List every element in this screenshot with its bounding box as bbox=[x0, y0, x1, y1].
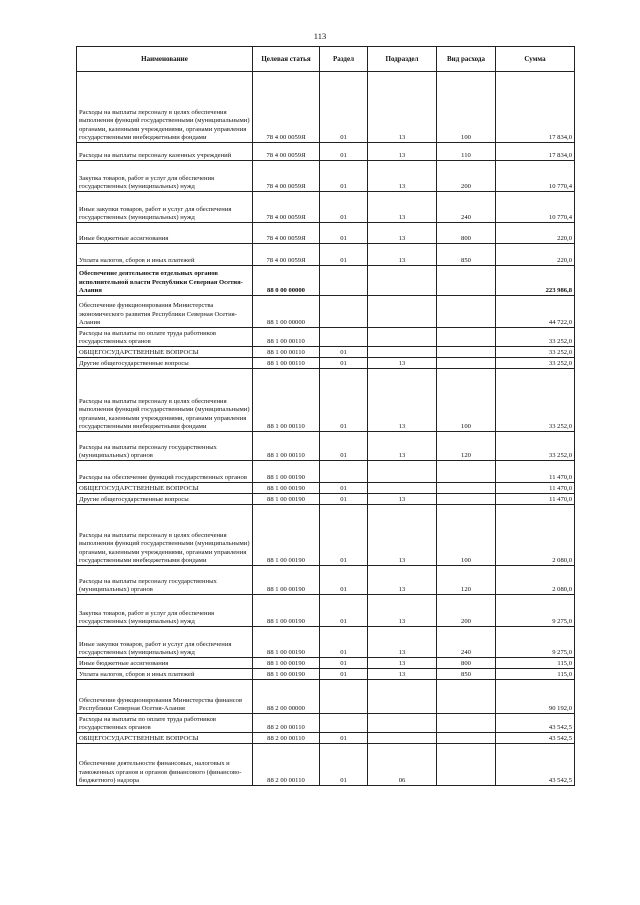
row-name-cell: Расходы на выплаты по оплате труда работников государственных органов bbox=[77, 714, 253, 733]
row-code-cell: 78 4 00 0059Я bbox=[253, 223, 320, 244]
row-section-cell: 01 bbox=[320, 369, 368, 432]
table-row bbox=[77, 461, 575, 483]
table-row bbox=[77, 494, 575, 505]
column-header-name: Наименование bbox=[77, 47, 253, 72]
row-sum-cell: 90 192,0 bbox=[496, 680, 575, 714]
row-expense-cell bbox=[437, 266, 496, 296]
row-name-cell: Расходы на выплаты персоналу государственных (муниципальных) органов bbox=[77, 432, 253, 461]
row-subsection-cell: 13 bbox=[368, 72, 437, 143]
table-row bbox=[77, 627, 575, 658]
row-sum-cell: 33 252,0 bbox=[496, 432, 575, 461]
table-row bbox=[77, 595, 575, 627]
column-header-code: Целевая статья bbox=[253, 47, 320, 72]
table-row bbox=[77, 143, 575, 161]
row-expense-cell bbox=[437, 461, 496, 483]
row-sum-cell: 11 470,0 bbox=[496, 494, 575, 505]
table-row bbox=[77, 223, 575, 244]
row-section-cell: 01 bbox=[320, 494, 368, 505]
row-subsection-cell bbox=[368, 296, 437, 328]
row-name-cell: Обеспечение функционирования Министерства экономического развития Республики Северная Осетия-Алания bbox=[77, 296, 253, 328]
table-row bbox=[77, 658, 575, 669]
row-expense-cell: 800 bbox=[437, 658, 496, 669]
row-code-cell: 88 1 00 00190 bbox=[253, 505, 320, 566]
row-sum-cell: 33 252,0 bbox=[496, 358, 575, 369]
row-subsection-cell: 13 bbox=[368, 244, 437, 266]
row-name-cell: Обеспечение деятельности финансовых, налоговых и таможенных органов и органов финансового (финансово-бюджетного) надзора bbox=[77, 744, 253, 786]
row-name-cell: ОБЩЕГОСУДАРСТВЕННЫЕ ВОПРОСЫ bbox=[77, 733, 253, 744]
row-sum-cell: 43 542,5 bbox=[496, 714, 575, 733]
row-code-cell: 88 1 00 00190 bbox=[253, 483, 320, 494]
row-code-cell: 88 1 00 00190 bbox=[253, 595, 320, 627]
row-subsection-cell: 13 bbox=[368, 358, 437, 369]
row-expense-cell: 100 bbox=[437, 369, 496, 432]
row-code-cell: 88 1 00 00110 bbox=[253, 347, 320, 358]
row-subsection-cell: 13 bbox=[368, 143, 437, 161]
row-expense-cell: 850 bbox=[437, 244, 496, 266]
row-expense-cell bbox=[437, 483, 496, 494]
row-name-cell: Закупка товаров, работ и услуг для обеспечения государственных (муниципальных) нужд bbox=[77, 595, 253, 627]
table-row bbox=[77, 244, 575, 266]
row-section-cell: 01 bbox=[320, 505, 368, 566]
row-expense-cell bbox=[437, 744, 496, 786]
row-name-cell: Иные закупки товаров, работ и услуг для обеспечения государственных (муниципальных) нужд bbox=[77, 627, 253, 658]
row-code-cell: 88 1 00 00110 bbox=[253, 369, 320, 432]
row-subsection-cell: 13 bbox=[368, 505, 437, 566]
table-header-row bbox=[77, 47, 575, 72]
row-section-cell: 01 bbox=[320, 223, 368, 244]
row-code-cell: 88 2 00 00110 bbox=[253, 714, 320, 733]
row-subsection-cell: 13 bbox=[368, 494, 437, 505]
row-name-cell: Уплата налогов, сборов и иных платежей bbox=[77, 669, 253, 680]
row-subsection-cell: 13 bbox=[368, 595, 437, 627]
row-code-cell: 78 4 00 0059Я bbox=[253, 192, 320, 223]
row-sum-cell: 220,0 bbox=[496, 223, 575, 244]
row-section-cell bbox=[320, 461, 368, 483]
row-section-cell: 01 bbox=[320, 483, 368, 494]
row-sum-cell: 43 542,5 bbox=[496, 744, 575, 786]
row-expense-cell bbox=[437, 296, 496, 328]
row-sum-cell: 2 080,0 bbox=[496, 566, 575, 595]
budget-table bbox=[76, 46, 575, 786]
row-name-cell: Расходы на выплаты по оплате труда работников государственных органов bbox=[77, 328, 253, 347]
row-section-cell bbox=[320, 714, 368, 733]
row-section-cell: 01 bbox=[320, 595, 368, 627]
table-row bbox=[77, 432, 575, 461]
row-name-cell: Иные закупки товаров, работ и услуг для обеспечения государственных (муниципальных) нужд bbox=[77, 192, 253, 223]
row-expense-cell bbox=[437, 494, 496, 505]
row-expense-cell: 120 bbox=[437, 566, 496, 595]
row-expense-cell: 100 bbox=[437, 505, 496, 566]
row-expense-cell bbox=[437, 358, 496, 369]
table-row bbox=[77, 192, 575, 223]
page-number: 113 bbox=[313, 31, 327, 41]
row-sum-cell: 9 275,0 bbox=[496, 627, 575, 658]
row-subsection-cell bbox=[368, 328, 437, 347]
table-row bbox=[77, 483, 575, 494]
column-header-section: Раздел bbox=[320, 47, 368, 72]
row-code-cell: 88 1 00 00000 bbox=[253, 296, 320, 328]
table-row bbox=[77, 328, 575, 347]
row-name-cell: Другие общегосударственные вопросы bbox=[77, 494, 253, 505]
row-sum-cell: 10 770,4 bbox=[496, 161, 575, 192]
row-expense-cell: 100 bbox=[437, 72, 496, 143]
row-code-cell: 88 1 00 00110 bbox=[253, 358, 320, 369]
row-section-cell bbox=[320, 680, 368, 714]
table-row bbox=[77, 266, 575, 296]
row-subsection-cell: 13 bbox=[368, 369, 437, 432]
row-expense-cell bbox=[437, 347, 496, 358]
row-name-cell: Обеспечение функционирования Министерства финансов Республики Северная Осетия-Алания bbox=[77, 680, 253, 714]
column-header-expense: Вид расхода bbox=[437, 47, 496, 72]
row-code-cell: 78 4 00 0059Я bbox=[253, 143, 320, 161]
row-code-cell: 88 2 00 00110 bbox=[253, 744, 320, 786]
row-expense-cell bbox=[437, 328, 496, 347]
row-code-cell: 88 1 00 00190 bbox=[253, 494, 320, 505]
table-row bbox=[77, 669, 575, 680]
table-row bbox=[77, 744, 575, 786]
row-expense-cell bbox=[437, 733, 496, 744]
row-subsection-cell bbox=[368, 680, 437, 714]
row-expense-cell: 240 bbox=[437, 192, 496, 223]
row-code-cell: 88 2 00 00110 bbox=[253, 733, 320, 744]
row-subsection-cell bbox=[368, 461, 437, 483]
row-code-cell: 88 0 00 00000 bbox=[253, 266, 320, 296]
row-name-cell: ОБЩЕГОСУДАРСТВЕННЫЕ ВОПРОСЫ bbox=[77, 347, 253, 358]
row-subsection-cell: 13 bbox=[368, 669, 437, 680]
row-code-cell: 88 1 00 00110 bbox=[253, 328, 320, 347]
row-expense-cell: 120 bbox=[437, 432, 496, 461]
row-subsection-cell bbox=[368, 733, 437, 744]
row-sum-cell: 2 080,0 bbox=[496, 505, 575, 566]
row-name-cell: Расходы на обеспечение функций государственных органов bbox=[77, 461, 253, 483]
row-sum-cell: 10 770,4 bbox=[496, 192, 575, 223]
row-name-cell: Расходы на выплаты персоналу государственных (муниципальных) органов bbox=[77, 566, 253, 595]
row-section-cell: 01 bbox=[320, 733, 368, 744]
row-subsection-cell: 13 bbox=[368, 658, 437, 669]
row-name-cell: Расходы на выплаты персоналу в целях обеспечения выполнения функций государственными (муниципальными) органами, казенными учреждениями, органами управления государственными внебюджетными фондами bbox=[77, 72, 253, 143]
row-name-cell: Расходы на выплаты персоналу в целях обеспечения выполнения функций государственными (муниципальными) органами, казенными учреждениями, органами управления государственными внебюджетными фондами bbox=[77, 505, 253, 566]
row-section-cell: 01 bbox=[320, 744, 368, 786]
table-row bbox=[77, 369, 575, 432]
table-row bbox=[77, 72, 575, 143]
table-row bbox=[77, 161, 575, 192]
row-expense-cell: 200 bbox=[437, 595, 496, 627]
row-sum-cell: 11 470,0 bbox=[496, 461, 575, 483]
row-section-cell: 01 bbox=[320, 358, 368, 369]
column-header-sum: Сумма bbox=[496, 47, 575, 72]
row-section-cell: 01 bbox=[320, 432, 368, 461]
row-section-cell: 01 bbox=[320, 143, 368, 161]
row-code-cell: 88 1 00 00110 bbox=[253, 432, 320, 461]
row-sum-cell: 220,0 bbox=[496, 244, 575, 266]
row-subsection-cell: 13 bbox=[368, 161, 437, 192]
row-section-cell: 01 bbox=[320, 244, 368, 266]
row-subsection-cell: 13 bbox=[368, 566, 437, 595]
row-sum-cell: 115,0 bbox=[496, 658, 575, 669]
row-section-cell: 01 bbox=[320, 347, 368, 358]
row-code-cell: 88 2 00 00000 bbox=[253, 680, 320, 714]
row-expense-cell: 200 bbox=[437, 161, 496, 192]
row-sum-cell: 17 834,0 bbox=[496, 143, 575, 161]
row-code-cell: 78 4 00 0059Я bbox=[253, 161, 320, 192]
row-name-cell: Расходы на выплаты персоналу в целях обеспечения выполнения функций государственными (муниципальными) органами, казенными учреждениями, органами управления государственными внебюджетными фондами bbox=[77, 369, 253, 432]
row-code-cell: 78 4 00 0059Я bbox=[253, 72, 320, 143]
row-code-cell: 88 1 00 00190 bbox=[253, 669, 320, 680]
row-code-cell: 88 1 00 00190 bbox=[253, 461, 320, 483]
row-sum-cell: 33 252,0 bbox=[496, 328, 575, 347]
row-code-cell: 88 1 00 00190 bbox=[253, 566, 320, 595]
row-subsection-cell: 13 bbox=[368, 192, 437, 223]
row-subsection-cell bbox=[368, 347, 437, 358]
row-section-cell: 01 bbox=[320, 192, 368, 223]
row-section-cell: 01 bbox=[320, 669, 368, 680]
table-row bbox=[77, 505, 575, 566]
row-code-cell: 88 1 00 00190 bbox=[253, 658, 320, 669]
row-expense-cell bbox=[437, 714, 496, 733]
row-expense-cell bbox=[437, 680, 496, 714]
row-sum-cell: 115,0 bbox=[496, 669, 575, 680]
row-section-cell: 01 bbox=[320, 658, 368, 669]
row-name-cell: Уплата налогов, сборов и иных платежей bbox=[77, 244, 253, 266]
row-expense-cell: 850 bbox=[437, 669, 496, 680]
row-subsection-cell bbox=[368, 714, 437, 733]
row-section-cell bbox=[320, 266, 368, 296]
row-name-cell: Иные бюджетные ассигнования bbox=[77, 223, 253, 244]
row-code-cell: 88 1 00 00190 bbox=[253, 627, 320, 658]
row-subsection-cell bbox=[368, 483, 437, 494]
table-row bbox=[77, 566, 575, 595]
row-expense-cell: 110 bbox=[437, 143, 496, 161]
row-name-cell: Расходы на выплаты персоналу казенных учреждений bbox=[77, 143, 253, 161]
row-code-cell: 78 4 00 0059Я bbox=[253, 244, 320, 266]
row-section-cell: 01 bbox=[320, 161, 368, 192]
row-expense-cell: 800 bbox=[437, 223, 496, 244]
row-sum-cell: 17 834,0 bbox=[496, 72, 575, 143]
row-subsection-cell bbox=[368, 266, 437, 296]
row-sum-cell: 223 986,8 bbox=[496, 266, 575, 296]
row-section-cell bbox=[320, 328, 368, 347]
row-expense-cell: 240 bbox=[437, 627, 496, 658]
row-sum-cell: 44 722,0 bbox=[496, 296, 575, 328]
row-name-cell: ОБЩЕГОСУДАРСТВЕННЫЕ ВОПРОСЫ bbox=[77, 483, 253, 494]
table-row bbox=[77, 347, 575, 358]
column-header-subsection: Подраздел bbox=[368, 47, 437, 72]
row-section-cell bbox=[320, 296, 368, 328]
table-row bbox=[77, 296, 575, 328]
table-row bbox=[77, 680, 575, 714]
row-section-cell: 01 bbox=[320, 627, 368, 658]
row-subsection-cell: 13 bbox=[368, 223, 437, 244]
row-name-cell: Другие общегосударственные вопросы bbox=[77, 358, 253, 369]
table-row bbox=[77, 358, 575, 369]
row-sum-cell: 9 275,0 bbox=[496, 595, 575, 627]
row-name-cell: Обеспечение деятельности отдельных органов исполнительной власти Республики Северная Осетия-Алания bbox=[77, 266, 253, 296]
row-subsection-cell: 13 bbox=[368, 432, 437, 461]
row-subsection-cell: 13 bbox=[368, 627, 437, 658]
table-row bbox=[77, 714, 575, 733]
row-sum-cell: 33 252,0 bbox=[496, 369, 575, 432]
row-section-cell: 01 bbox=[320, 566, 368, 595]
row-sum-cell: 11 470,0 bbox=[496, 483, 575, 494]
row-name-cell: Закупка товаров, работ и услуг для обеспечения государственных (муниципальных) нужд bbox=[77, 161, 253, 192]
table-row bbox=[77, 733, 575, 744]
row-name-cell: Иные бюджетные ассигнования bbox=[77, 658, 253, 669]
row-sum-cell: 33 252,0 bbox=[496, 347, 575, 358]
row-section-cell: 01 bbox=[320, 72, 368, 143]
row-subsection-cell: 06 bbox=[368, 744, 437, 786]
row-sum-cell: 43 542,5 bbox=[496, 733, 575, 744]
